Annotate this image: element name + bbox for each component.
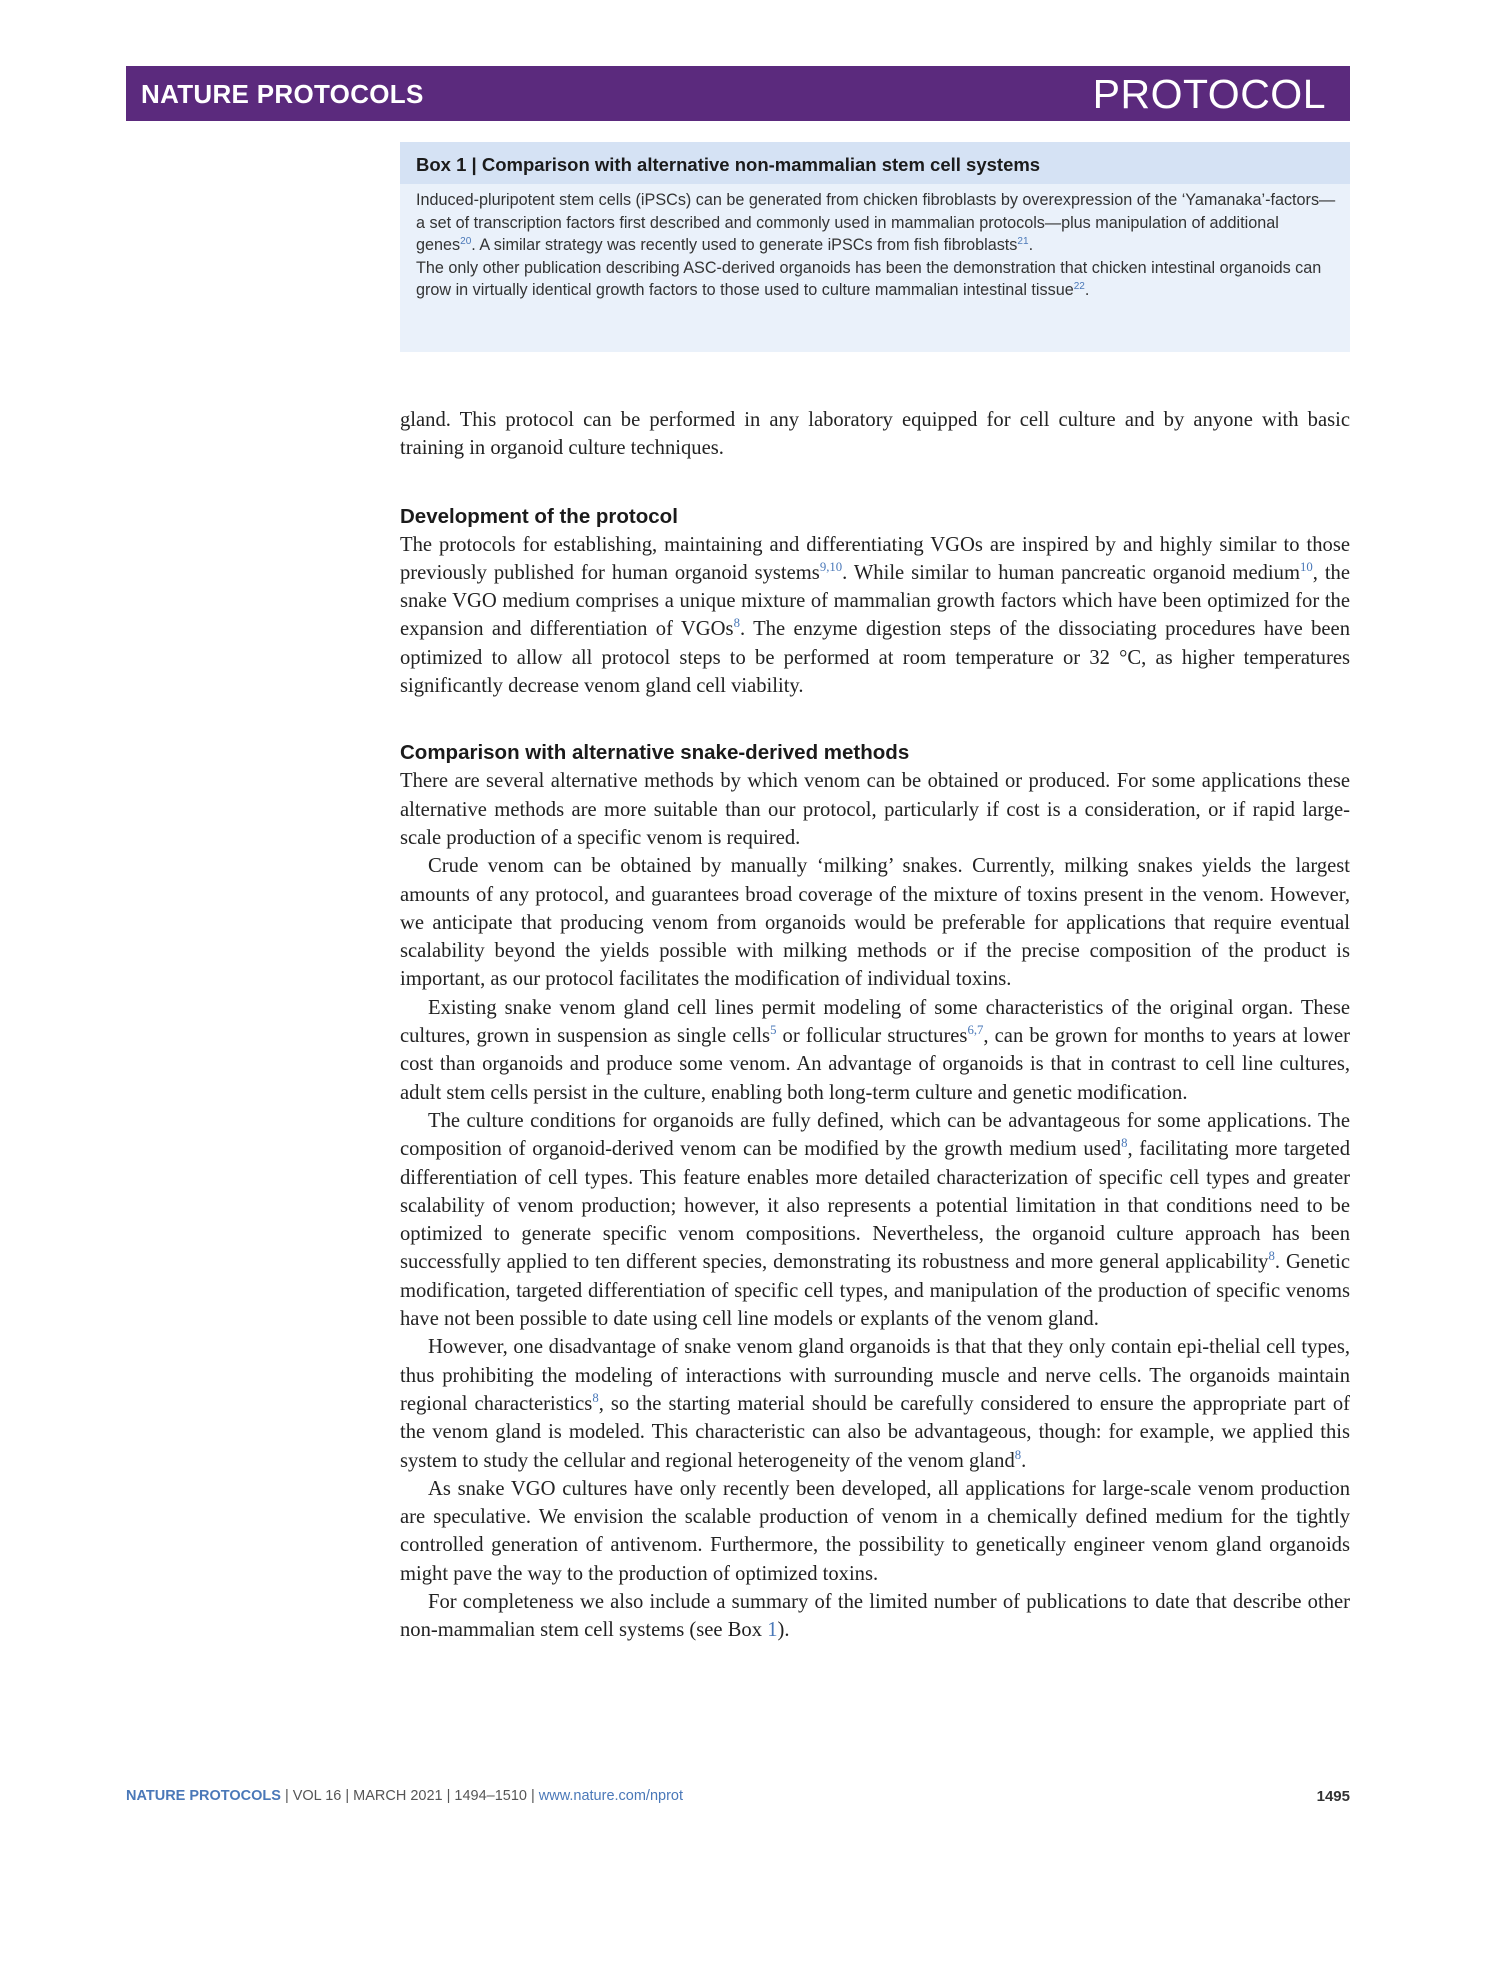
- citation-link[interactable]: 8: [1014, 1447, 1022, 1462]
- box-title: Box 1 | Comparison with alternative non-mammalian stem cell systems: [416, 154, 1041, 175]
- page-number: 1495: [1316, 1788, 1350, 1805]
- citation-link[interactable]: 5: [770, 1023, 777, 1038]
- footer-volume: VOL 16: [292, 1788, 342, 1804]
- citation-link[interactable]: 21: [1017, 235, 1029, 247]
- section-heading: Development of the protocol: [400, 504, 678, 528]
- citation-link[interactable]: 9,10: [819, 559, 843, 574]
- footer-pages: 1494–1510: [454, 1788, 527, 1804]
- body-paragraph: The culture conditions for organoids are fully defined, which can be advantageous for some applications. The composition of organoid-derived venom can be modified by the growth medium used$^8$, facilitating more targeted differentiation of cell types. This feature enables more detailed characterization of specific cell types and greater scalability of venom production; however, it also represents a potential limitation in that conditions need to be optimized to generate specific venom compositions. Nevertheless, the organoid culture approach has been successfully applied to ten different species, demonstrating its robustness and more general applicability$^8$. Genetic modification, targeted differentiation of specific cell types, and manipulation of the production of specific venoms have not been possible to date using cell line models or explants of the venom gland.: [400, 1109, 1350, 1331]
- citation-link[interactable]: 8: [592, 1391, 599, 1405]
- citation-link[interactable]: 8: [1121, 1136, 1128, 1151]
- body-paragraph: However, one disadvantage of snake venom gland organoids is that that they only contain epi-thelial cell types, thus prohibiting the modeling of interactions with surrounding muscle and nerve cells. The organoids maintain regional characteristics$^8$, so the starting material should be carefully considered to ensure the appropriate part of the venom gland is modeled. This characteristic can also be advantageous, though: for example, we applied this system to study the cellular and regional heterogeneity of the venom gland$^8$.: [400, 1336, 1350, 1472]
- footer-citation: NATURE PROTOCOLS | VOL 16 | MARCH 2021 | 1494–1510 | www.nature.com/nprot: [126, 1788, 684, 1804]
- journal-name: NATURE PROTOCOLS: [141, 79, 424, 109]
- body-paragraph: Existing snake venom gland cell lines permit modeling of some characteristics of the original organ. These cultures, grown in suspension as single cells$^5$ or follicular structures$^{6,7}$, can be grown for months to years at lower cost than organoids and produce some venom. An advantage of organoids is that in contrast to cell line cultures, adult stem cells persist in the culture, enabling both long-term culture and genetic modification.: [400, 996, 1350, 1104]
- box-body: [416, 189, 1338, 302]
- footer-date: MARCH 2021: [353, 1788, 443, 1804]
- box-paragraph: The only other publication describing ASC-derived organoids has been the demonstration that chicken intestinal organoids can grow in virtually identical growth factors to those used to culture mammalian intestinal tissue$^{22}$.: [416, 258, 1322, 300]
- box-1: [400, 142, 1350, 352]
- citation-link[interactable]: 20: [460, 235, 472, 247]
- article-body: [400, 406, 1350, 1645]
- footer-url-link[interactable]: www.nature.com/nprot: [538, 1788, 684, 1804]
- citation-link[interactable]: 6,7: [967, 1023, 984, 1038]
- citation-link[interactable]: 8: [733, 616, 740, 631]
- body-paragraph: Crude venom can be obtained by manually ‘milking’ snakes. Currently, milking snakes yields the largest amounts of any protocol, and guarantees broad coverage of the mixture of toxins present in the venom. However, we anticipate that producing venom from organoids would be preferable for applications that require eventual scalability beyond the yields possible with milking methods or if the precise composition of the product is important, as our protocol facilitates the modification of individual toxins.: [400, 855, 1350, 991]
- box-title-band: [400, 142, 1350, 184]
- body-paragraph: The protocols for establishing, maintaining and differentiating VGOs are inspired by and highly similar to those previously published for human organoid systems$^{9,10}$. While similar to human pancreatic organoid medium$^{10}$, the snake VGO medium comprises a unique mixture of mammalian growth factors which have been optimized for the expansion and differentiation of VGOs$^8$. The enzyme digestion steps of the dissociating procedures have been optimized to allow all protocol steps to be performed at room temperature or 32 °C, as higher temperatures significantly decrease venom gland cell viability.: [400, 533, 1350, 698]
- body-paragraph: As snake VGO cultures have only recently been developed, all applications for large-scale venom production are speculative. We envision the scalable production of venom in a chemically defined medium for the tightly controlled generation of antivenom. Furthermore, the possibility to genetically engineer venom gland organoids might pave the way to the production of optimized toxins.: [400, 1477, 1350, 1585]
- journal-header-bar: [126, 66, 1350, 121]
- citation-link[interactable]: 10: [1299, 559, 1313, 574]
- footer-journal: NATURE PROTOCOLS: [126, 1788, 281, 1804]
- citation-link[interactable]: 22: [1073, 281, 1085, 293]
- page-footer: [126, 1788, 1350, 1810]
- body-paragraph: There are several alternative methods by which venom can be obtained or produced. For some applications these alternative methods are more suitable than our protocol, particularly if cost is a consideration, or if rapid large-scale production of a specific venom is required.: [400, 770, 1350, 849]
- article-type-label: PROTOCOL: [1092, 71, 1326, 117]
- citation-link[interactable]: 8: [1268, 1249, 1275, 1264]
- box-reference-link[interactable]: 1: [767, 1619, 778, 1642]
- body-paragraph: For completeness we also include a summary of the limited number of publications to date that describe other non-mammalian stem cell systems (see Box 1).: [400, 1590, 1350, 1642]
- section-heading: Comparison with alternative snake-derived methods: [400, 741, 910, 765]
- body-paragraph: gland. This protocol can be performed in any laboratory equipped for cell culture and by anyone with basic training in organoid culture techniques.: [400, 409, 1350, 460]
- box-paragraph: Induced-pluripotent stem cells (iPSCs) can be generated from chicken fibroblasts by overexpression of the ‘Yamanaka’-factors—a set of transcription factors first described and commonly used in mammalian protocols—plus manipulation of additional genes$^{20}$. A similar strategy was recently used to generate iPSCs from fish fibroblasts$^{21}$.: [416, 191, 1336, 255]
